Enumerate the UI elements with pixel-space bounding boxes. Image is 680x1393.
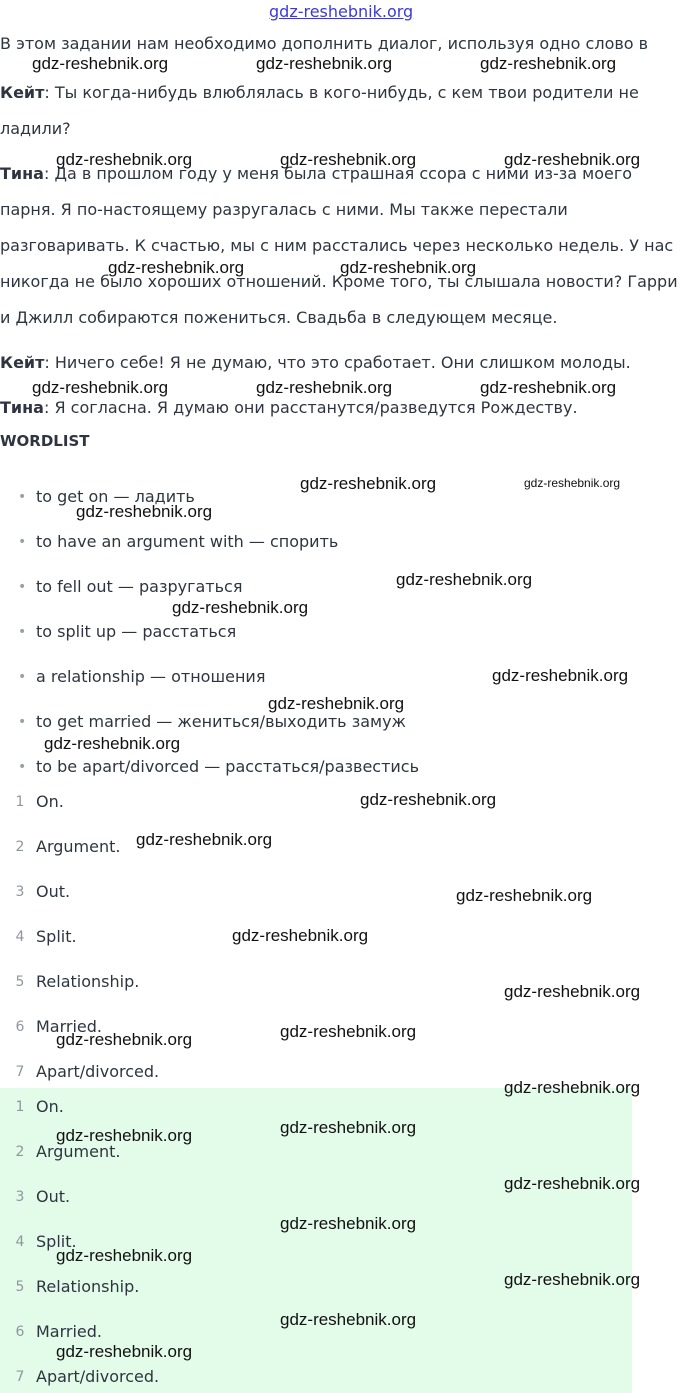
answer-item: Apart/divorced. [36,1367,160,1386]
list-item: to get married — жениться/выходить замуж [36,712,406,731]
watermark: gdz-reshebnik.org [32,378,169,397]
answer-item: Out. [36,882,71,901]
bullet-icon: • [18,624,27,640]
bullet-icon: • [18,714,27,730]
watermark: gdz-reshebnik.org [172,598,309,617]
dialog-text: : Ты когда-нибудь влюблялась в кого-нибудь, с кем твои родители не [44,83,639,102]
list-item: to have an argument with — спорить [36,532,339,551]
watermark: gdz-reshebnik.org [480,378,617,397]
speaker-tina: Тина [0,398,44,417]
speaker-tina: Тина [0,164,44,183]
dialog-text: никогда не было хороших отношений. Кроме того, ты слышала новости? Гарри [0,272,678,291]
list-number: 7 [15,1064,25,1080]
answer-item: Out. [36,1187,71,1206]
watermark: gdz-reshebnik.org [56,1342,193,1361]
list-item: to split up — расстаться [36,622,237,641]
speaker-kate: Кейт [0,353,45,372]
list-number: 4 [15,929,25,945]
list-item: to be apart/divorced — расстаться/развестись [36,757,420,776]
wordlist-title: WORDLIST [0,432,90,450]
answer-item: Argument. [36,837,121,856]
list-number: 1 [15,794,25,810]
watermark: gdz-reshebnik.org [136,830,273,849]
dialog-text: парня. Я по-настоящему разругалась с ними. Мы также перестали [0,200,568,219]
watermark: gdz-reshebnik.org [480,54,617,73]
answer-item: Relationship. [36,972,140,991]
answer-item: Married. [36,1322,103,1341]
watermark: gdz-reshebnik.org [268,694,405,713]
watermark: gdz-reshebnik.org [280,1310,417,1329]
watermark: gdz-reshebnik.org [300,474,437,493]
dialog-text: : Я согласна. Я думаю они расстанутся/разведутся Рождеству. [43,398,578,417]
watermark: gdz-reshebnik.org [504,150,641,169]
watermark: gdz-reshebnik.org [232,926,369,945]
list-number: 5 [15,1279,25,1295]
watermark: gdz-reshebnik.org [56,1030,193,1049]
bullet-icon: • [18,669,27,685]
bullet-icon: • [18,534,27,550]
watermark: gdz-reshebnik.org [256,378,393,397]
list-number: 6 [15,1019,25,1035]
answer-item: On. [36,792,64,811]
watermark: gdz-reshebnik.org [32,54,169,73]
watermark: gdz-reshebnik.org [56,1126,193,1145]
list-number: 2 [15,1144,25,1160]
answer-item: Apart/divorced. [36,1062,160,1081]
watermark: gdz-reshebnik.org [76,502,213,521]
answer-item: Married. [36,1017,103,1036]
watermark: gdz-reshebnik.org [256,54,393,73]
watermark: gdz-reshebnik.org [524,476,621,490]
watermark: gdz-reshebnik.org [280,150,417,169]
watermark: gdz-reshebnik.org [280,1022,417,1041]
bullet-icon: • [18,759,27,775]
watermark: gdz-reshebnik.org [360,790,497,809]
watermark: gdz-reshebnik.org [456,886,593,905]
list-number: 5 [15,974,25,990]
bullet-icon: • [18,489,27,505]
dialog-text: : Да в прошлом году у меня была страшная ссора с ними из-за моего [43,164,633,183]
list-number: 7 [15,1369,25,1385]
watermark: gdz-reshebnik.org [280,1214,417,1233]
answer-item: Relationship. [36,1277,140,1296]
answer-item: Split. [36,927,77,946]
bullet-icon: • [18,579,27,595]
dialog-text: и Джилл собираются пожениться. Свадьба в следующем месяце. [0,308,558,327]
watermark: gdz-reshebnik.org [504,1270,641,1289]
watermark: gdz-reshebnik.org [44,734,181,753]
list-item: to get on — ладить [36,487,195,506]
answer-item: Split. [36,1232,77,1251]
dialog-text: : Ничего себе! Я не думаю, что это сработает. Они слишком молоды. [44,353,631,372]
list-number: 4 [15,1234,25,1250]
watermark: gdz-reshebnik.org [280,1118,417,1137]
watermark: gdz-reshebnik.org [492,666,629,685]
watermark: gdz-reshebnik.org [340,258,477,277]
list-number: 2 [15,839,25,855]
dialog-text: разговаривать. К счастью, мы с ним расстались через несколько недель. У нас [0,236,674,255]
watermark: gdz-reshebnik.org [396,570,533,589]
list-number: 6 [15,1324,25,1340]
watermark: gdz-reshebnik.org [108,258,245,277]
list-item: to fell out — разругаться [36,577,243,596]
watermark: gdz-reshebnik.org [504,982,641,1001]
speaker-kate: Кейт [0,83,45,102]
list-number: 1 [15,1099,25,1115]
list-item: a relationship — отношения [36,667,266,686]
watermark: gdz-reshebnik.org [56,1246,193,1265]
site-link[interactable]: gdz-reshebnik.org [269,2,414,21]
watermark: gdz-reshebnik.org [504,1078,641,1097]
answer-item: On. [36,1097,64,1116]
dialog-text: ладили? [0,119,71,138]
task-intro: В этом задании нам необходимо дополнить диалог, используя одно слово в [0,34,649,53]
watermark: gdz-reshebnik.org [56,150,193,169]
watermark: gdz-reshebnik.org [504,1174,641,1193]
list-number: 3 [15,884,25,900]
list-number: 3 [15,1189,25,1205]
answer-item: Argument. [36,1142,121,1161]
